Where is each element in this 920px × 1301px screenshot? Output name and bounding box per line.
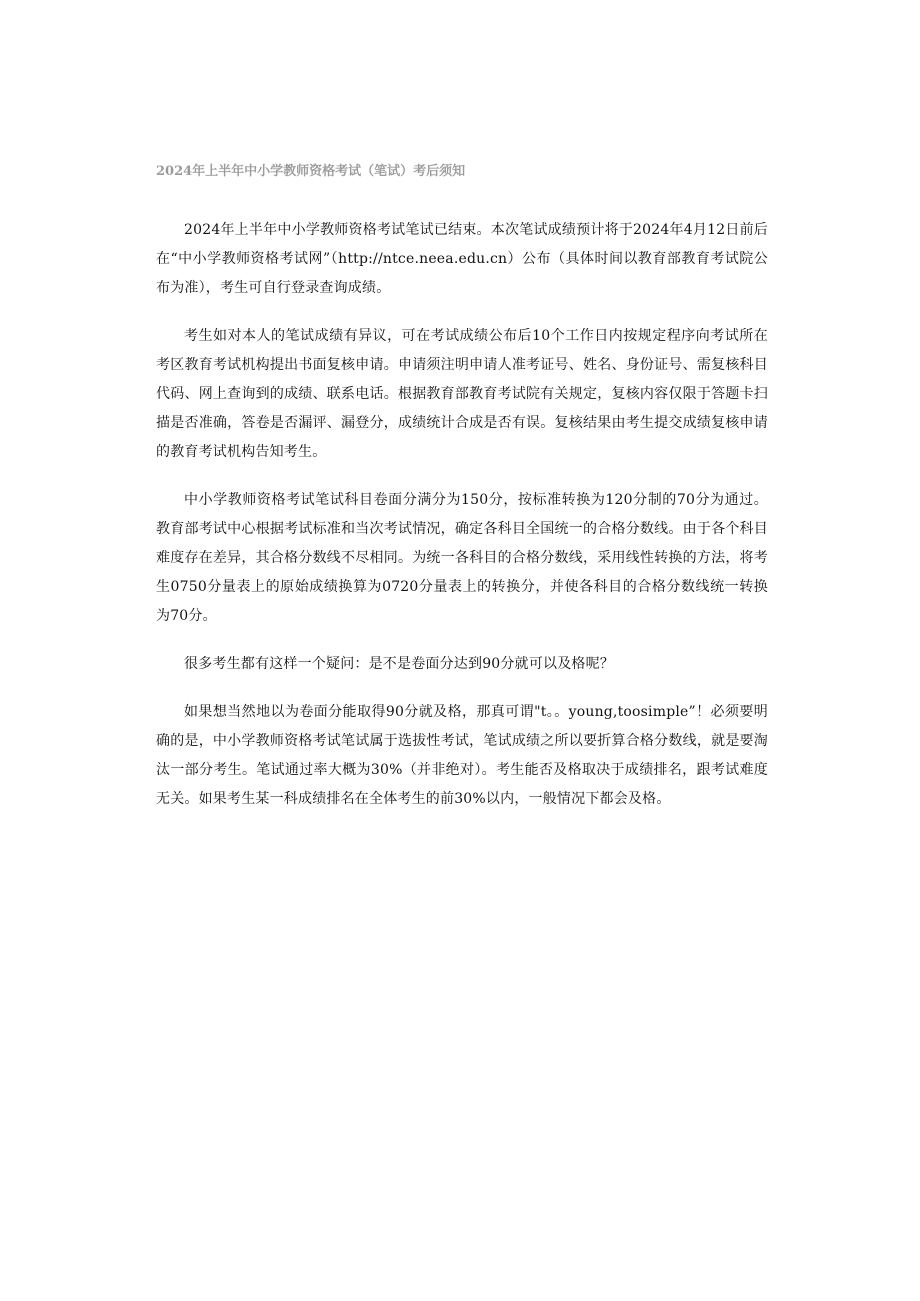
document-title: 2024年上半年中小学教师资格考试（笔试）考后须知: [156, 164, 466, 179]
paragraph-pass-rate: 如果想当然地以为卷面分能取得90分就及格，那真可谓"t。。young,toosimple”！必须要明确的是，中小学教师资格考试笔试属于选拔性考试，笔试成绩之所以要折算合格分数线，就是要淘汰一部分考生。笔试通过率大概为30%（并非绝对）。考生能否及格取决于成绩排名，跟考试难度无关。如果考生某一科成绩排名在全体考生的前30%以内，一般情况下都会及格。: [156, 704, 768, 807]
document-body: [156, 216, 768, 833]
paragraph-question: 很多考生都有这样一个疑问：是不是卷面分达到90分就可以及格呢？: [184, 656, 615, 672]
paragraph-score-conversion: 中小学教师资格考试笔试科目卷面分满分为150分，按标准转换为120分制的70分为通过。教育部考试中心根据考试标准和当次考试情况，确定各科目全国统一的合格分数线。由于各个科目难度存在差异，其合格分数线不尽相同。为统一各科目的合格分数线，采用线性转换的方法，将考生0750分量表上的原始成绩换算为0720分量表上的转换分，并使各科目的合格分数线统一转换为70分。: [156, 492, 768, 624]
paragraph-results-release: 2024年上半年中小学教师资格考试笔试已结束。本次笔试成绩预计将于2024年4月12日前后在“中小学教师资格考试网”（http://ntce.neea.edu.cn）公布（具体时间以教育部教育考试院公布为准），考生可自行登录查询成绩。: [156, 222, 768, 296]
paragraph-score-review: 考生如对本人的笔试成绩有异议，可在考试成绩公布后10个工作日内按规定程序向考试所在考区教育考试机构提出书面复核申请。申请须注明申请人准考证号、姓名、身份证号、需复核科目代码、网上查询到的成绩、联系电话。根据教育部教育考试院有关规定，复核内容仅限于答题卡扫描是否准确，答卷是否漏评、漏登分，成绩统计合成是否有误。复核结果由考生提交成绩复核申请的教育考试机构告知考生。: [156, 328, 768, 460]
